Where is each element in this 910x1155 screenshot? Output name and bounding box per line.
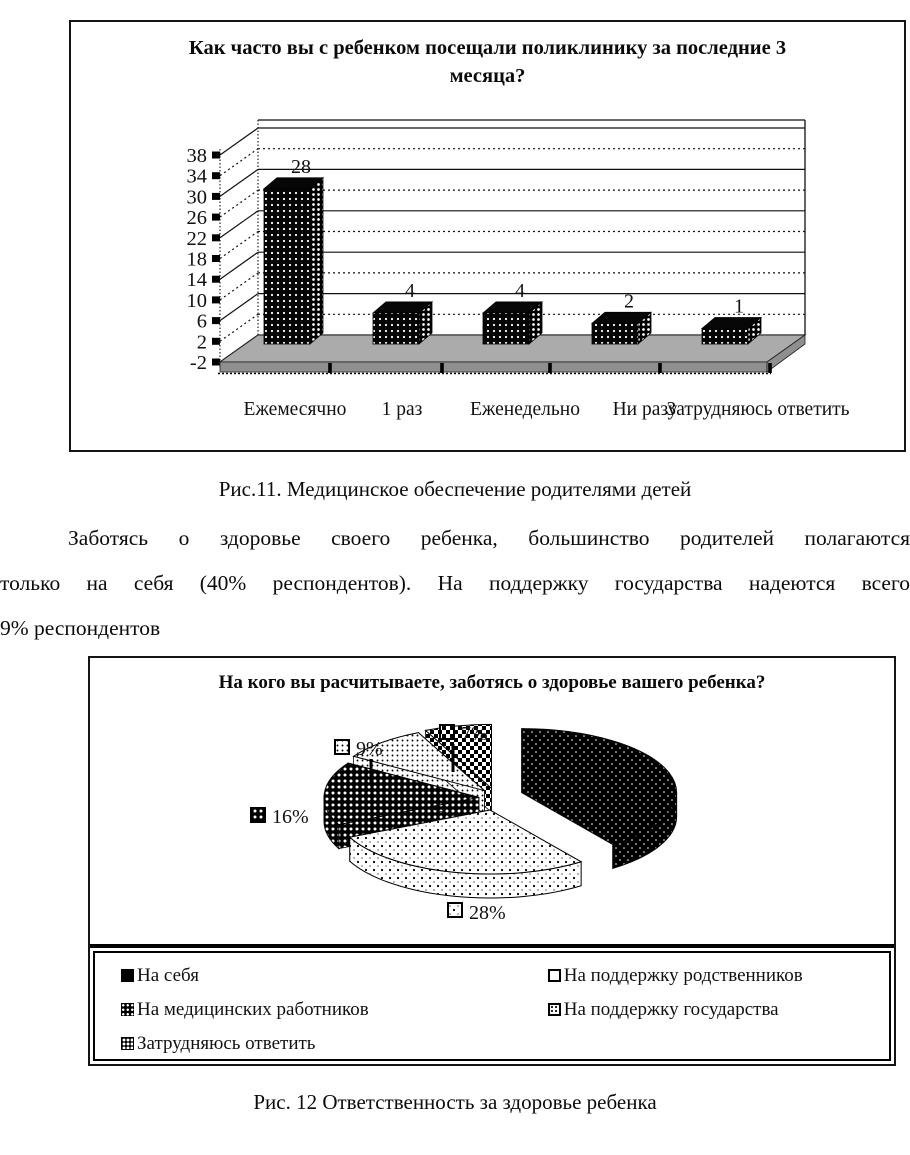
bar-value-label: 28 [291, 155, 311, 178]
y-axis-label: 26 [186, 207, 207, 230]
legend-label: Затрудняюсь ответить [137, 1033, 316, 1054]
bar [373, 313, 419, 344]
grid-slant [220, 128, 258, 155]
dotted-square-icon [121, 1003, 134, 1016]
pie-label-marker [448, 903, 462, 917]
y-axis-tick [212, 255, 220, 262]
grid-slant [220, 211, 258, 238]
x-axis-category-label: 1 раз [381, 399, 423, 420]
x-axis-category-label: Ежемесячно [243, 399, 347, 420]
y-axis-tick [212, 359, 220, 366]
y-axis-label: 30 [186, 186, 207, 209]
y-axis-label: 14 [186, 269, 207, 292]
legend-item [121, 966, 548, 986]
black-square-icon [121, 969, 134, 982]
category-tick [658, 363, 662, 373]
legend-label: На поддержку родственников [563, 965, 803, 986]
figure11-frame [69, 20, 906, 452]
y-axis-tick [212, 214, 220, 221]
y-axis-label: 22 [186, 227, 207, 250]
y-axis-tick [212, 234, 220, 241]
y-axis-tick [212, 296, 220, 303]
grid-slant [220, 314, 258, 341]
bar-chart [71, 22, 904, 450]
paragraph-line: 9% респондентов [0, 616, 161, 640]
floor-front [220, 362, 767, 372]
category-tick [328, 363, 332, 373]
bar [483, 313, 529, 344]
y-axis-tick [212, 152, 220, 159]
white-square-icon [548, 969, 561, 982]
y-axis-tick [212, 276, 220, 283]
y-axis-tick [212, 172, 220, 179]
legend-label: На себя [137, 965, 199, 986]
grid-slant [220, 294, 258, 321]
grid-slant [220, 273, 258, 300]
y-axis-label: 2 [196, 331, 207, 354]
pie-percent-label: 16% [272, 806, 309, 828]
y-axis-label: -2 [189, 352, 207, 374]
bar [264, 189, 310, 344]
y-axis-label: 38 [186, 145, 207, 167]
x-axis-category-label: Затрудняюсь ответить [666, 399, 850, 420]
category-tick [768, 363, 772, 373]
pie-label-marker [335, 740, 349, 754]
checkered-square-icon [121, 1037, 134, 1050]
legend-label: На медицинских работников [137, 999, 369, 1020]
category-tick [548, 363, 552, 373]
figure12-caption: Рис. 12 Ответственность за здоровье ребенка [253, 1090, 657, 1114]
y-axis-label: 10 [186, 289, 207, 312]
bar [702, 328, 748, 344]
paragraph-line: Заботясь о здоровье своего ребенка, большинство родителей полагаются [68, 526, 910, 550]
pie-legend [90, 944, 894, 1064]
category-tick [440, 363, 444, 373]
bar-side-face [310, 178, 323, 344]
bar-value-label: 4 [405, 279, 415, 302]
y-axis-label: 18 [186, 248, 207, 271]
pie-label-marker [440, 725, 454, 739]
legend-item [121, 1000, 548, 1020]
pie-percent-label: 7% [461, 723, 488, 745]
grid-slant [220, 190, 258, 217]
y-axis-label: 34 [186, 165, 207, 188]
legend-item [548, 1000, 883, 1020]
legend-item [121, 1034, 548, 1054]
y-axis-tick [212, 193, 220, 200]
bar-value-label: 4 [515, 279, 525, 302]
figure12-frame [88, 656, 896, 1066]
figure11-chart-title: Как часто вы с ребенком посещали поликлинику за последние 3 месяца? [188, 37, 787, 87]
y-axis-tick [212, 338, 220, 345]
pie-percent-label: 9% [356, 738, 383, 760]
body-paragraph [0, 516, 910, 651]
figure11-caption: Рис.11. Медицинское обеспечение родителями детей [218, 477, 692, 501]
legend-label: На поддержку государства [563, 999, 779, 1020]
grid-slant [220, 232, 258, 259]
grid-slant [220, 252, 258, 279]
grid-slant [220, 169, 258, 196]
x-axis-category-label: Еженедельно [469, 399, 581, 420]
pie-legend-box [93, 951, 891, 1061]
bar-value-label: 1 [734, 295, 744, 318]
grid-slant [220, 149, 258, 176]
pie-percent-label: 28% [469, 902, 506, 924]
paragraph-line: только на себя (40% респондентов). На поддержку государства надеются всего [0, 571, 910, 595]
pie-legend-grid [121, 966, 883, 1054]
y-axis-label: 6 [196, 310, 207, 333]
x-axis-category-label: Ни разу [612, 399, 678, 420]
legend-item [548, 966, 883, 986]
bar-value-label: 2 [624, 290, 634, 313]
y-axis-tick [212, 317, 220, 324]
bar [592, 323, 638, 344]
pie-slice [522, 729, 677, 845]
pie-chart [90, 658, 894, 944]
pie-label-marker [251, 808, 265, 822]
figure12-chart-title: На кого вы расчитываете, заботясь о здоровье вашего ребенка? [218, 672, 766, 693]
dot-center-square-icon [548, 1003, 561, 1016]
